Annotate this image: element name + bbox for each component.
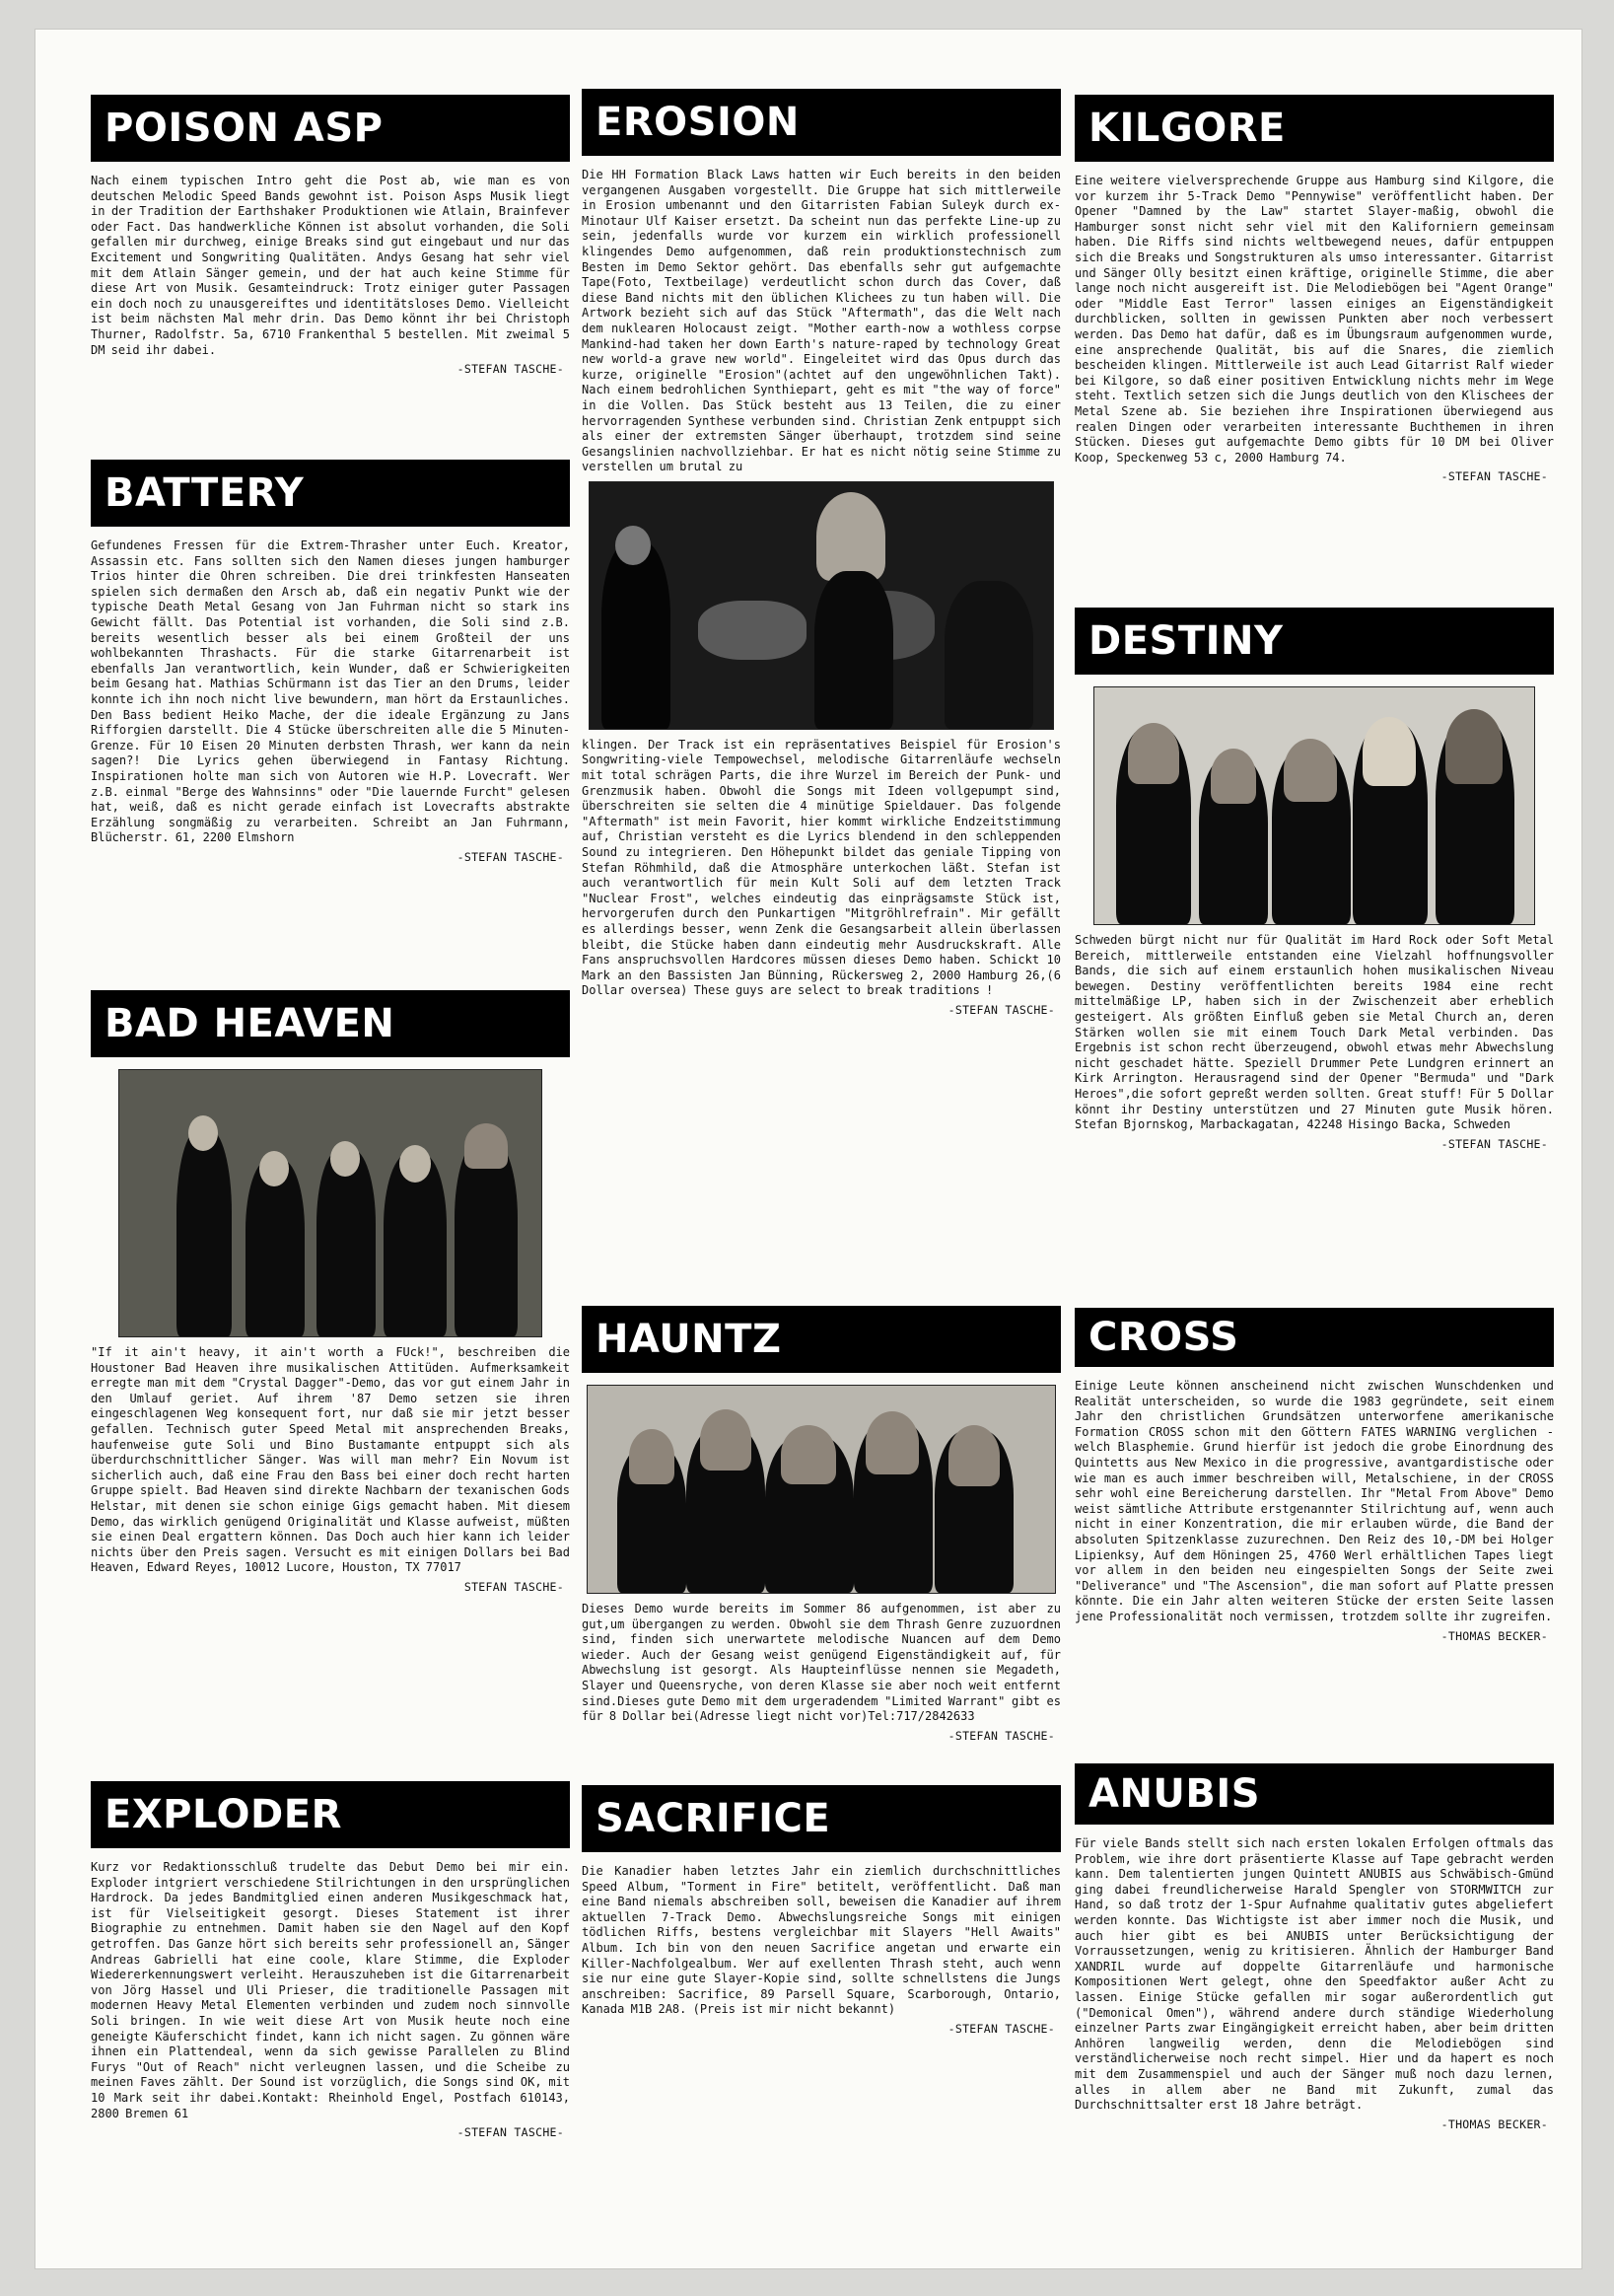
review-destiny — [1075, 608, 1554, 1151]
review-body-continued: klingen. Der Track ist ein repräsentatives Beispiel für Erosion's Songwriting-viele Tempowechsel, melodische Gitarrenläufe wechseln mit total schrägen Parts, die ihre Wurzel im Bereich der Punk- und Grenzmusik haben. Obwohl die Songs mit Ideen vollgepumpt sind, überschreiten sie selten die 4 minütige Spieldauer. Das folgende "Aftermath" ist mein Favorit, hier kommt wirkliche Endzeitstimmung auf, Christian versteht es die Lyrics blendend in den schleppenden Sound zu integrieren. Den Höhepunkt bildet das geniale Tipping von Stefan Röhmhild, daß die Atmosphäre unterkochen läßt. Stefan ist auch verantwortlich für mein Kult Soli auf dem letzten Track "Nuclear Frost", welches eindeutig das einprägsamste Stück ist, hervorgerufen durch den Punkartigen "Mitgröhlrefrain". Mir gefällt es allerdings besser, wenn Zenk die Gesangsarbeit allein überlassen bleibt, die Stücke haben dann eindeutig mehr Ausdruckskraft. Alle Fans anspruchsvollen Hardcores müssen dieses Demo haben. Schickt 10 Mark an den Bassisten Jan Bünning, Rückersweg 2, 2000 Hamburg 26,(6 Dollar oversea) These guys are select to break traditions ! — [582, 737, 1061, 998]
review-anubis — [1075, 1763, 1554, 2131]
review-body: Einige Leute können anscheinend nicht zwischen Wunschdenken und Realität unterscheiden, so wurde die 1983 gegründete, seit einem Jahr den christlichen Grundsätzen unterworfene amerikanische Formation CROSS schon mit den Göttern FATES WARNING verglichen - welch Blasphemie. Grund hierfür ist jedoch die grobe Einordnung des Quintetts aus New Mexico in die progressive, avantgardistische oder wie man es auch immer beschreiben will, Metalschiene, in der CROSS sehr wohl eine Bereicherung darstellen. Ihr "Metal From Above" Demo weist sämtliche Attribute erstgenannter Stilrichtung auf, wenn auch nicht in einer Konzentration, die mir erlauben würde, die Band der absoluten Spitzenklasse zuzurechnen. Den Reiz des 10,-DM bei Holger Lipienksy, Auf dem Höningen 25, 4760 Werl erhältlichen Tapes liegt vor allem in den beiden neu eingespielten Songs der Seite zwei "Deliverance" und "The Ascension", die man sofort auf Platte pressen könnte. Die ein Jahr alten weiteren Stücke der ersten Seite lassen jene Professionalität noch vermissen, trotzdem sollte ihr zugreifen. — [1075, 1379, 1554, 1623]
review-body: Kurz vor Redaktionsschluß trudelte das Debut Demo bei mir ein. Exploder intgriert verschiedene Stilrichtungen in den ursprünglichen Hardrock. Da jedes Bandmitglied einen anderen Musikgeschmack hat, ist für Vielseitigkeit gesorgt. Dieses Statement ist ihrer Biographie zu entnehmen. Damit haben sie den Nagel auf den Kopf getroffen. Das Ganze hört sich bereits sehr professionell an, Sänger Andreas Gabrielli hat eine coole, klare Stimme, die Exploder Wiedererkennungswert verleiht. Herauszuheben ist die Gitarrenarbeit von Jörg Hassel und Uli Prieser, die traditionelle Passagen mit modernen Heavy Metal Elementen verbinden und zudem noch sinnvolle Soli bringen. In wie weit diese Art von Musik heute noch eine geneigte Käuferschicht findet, kann ich nicht sagen. Zu gönnen wäre ihnen ein Plattendeal, wenn da sich gewisse Parallelen zu Blind Furys "Out of Reach" nicht verleugnen lassen, und die Scheibe zu meinen Faves zählt. Der Sound ist vorzüglich, die Songs sind OK, mit 10 Mark seit ihr dabei.Kontakt: Rheinhold Engel, Postfach 610143, 2800 Bremen 61 — [91, 1860, 570, 2120]
review-body: Eine weitere vielversprechende Gruppe aus Hamburg sind Kilgore, die vor kurzem ihr 5-Track Demo "Pennywise" veröffentlicht haben. Der Opener "Damned by the Law" startet Slayer-maßig, obwohl die Hamburger sonst nicht sehr viel mit den Kaliforniern gemeinsam haben. Die Riffs sind nichts weltbewegend neues, dafür entpuppen sich die Breaks und Songstrukturen als umso interessanter. Gitarrist und Sänger Olly besitzt einen kräftige, originelle Stimme, die aber lange noch nicht ausgereift ist. Die Melodiebögen bei "Agent Orange" oder "Middle East Terror" lassen einiges an Eigenständigkeit durchblicken, sollten in gewissen Punkten aber noch verbessert werden. Das Demo hat dafür, daß es im Übungsraum aufgenommen wurde, eine ansprechende Qualität, bis auf die Snares, die ziemlich bescheiden klingen. Mittlerweile ist auch Lead Gitarrist Ralf wieder bei Kilgore, so daß einer positiven Entwicklung nichts mehr im Wege steht. Textlich setzen sich die Jungs deutlich von den Klischees der Metal Szene ab. Sie beziehen ihre Inspirationen überwiegend aus realen Dingen oder verarbeiten interessante Buchthemen in ihren Stücken. Dieses gut aufgemachte Demo gibts für 10 DM bei Oliver Koop, Speckenweg 53 c, 2000 Hamburg 74. — [1075, 174, 1554, 465]
review-body: Dieses Demo wurde bereits im Sommer 86 aufgenommen, ist aber zu gut,um übergangen zu werden. Obwohl sie dem Thrash Genre zuzuordnen sind, finden sich unerwartete melodische Nuancen auf dem Demo wieder. Auch der Gesang weist genügend Eigenständigkeit auf, für Abwechslung ist gesorgt. Als Haupteinflüsse nennen sie Megadeth, Slayer und Queensryche, von deren Klasse sie aber noch weit entfernt sind.Dieses gute Demo mit dem urgeradendem "Limited Warrant" gibt es für 8 Dollar bei(Adresse liegt nicht vor)Tel:717/2842633 — [582, 1602, 1061, 1724]
review-signature: -STEFAN TASCHE- — [947, 1728, 1055, 1743]
review-signature: -STEFAN TASCHE- — [947, 2021, 1055, 2036]
review-signature: -THOMAS BECKER- — [1440, 2117, 1548, 2131]
review-title: EROSION — [582, 89, 1061, 156]
review-body: Gefundenes Fressen für die Extrem-Thrasher unter Euch. Kreator, Assassin etc. Fans sollten sich den Namen dieses jungen hamburger Trios hinter die Ohren schreiben. Die drei trinkfesten Hanseaten spielen sich dermaßen den Arsch ab, daß ein negativ Punkt wie der typische Death Metal Gesang von Jan Fuhrman nicht so stark ins Gewicht fällt. Das Potential ist vorhanden, die Soli sind z.B. bereits wesentlich besser als bei einem Großteil der uns wohlbekannten Thrashacts. Für die starke Gitarrenarbeit ist ebenfalls Jan verantwortlich, kein Wunder, daß er Schwierigkeiten beim Gesang hat. Mathias Schürmann ist das Tier an den Drums, leider konnte ich ihn noch nicht live bewundern, man hört da Erstaunliches. Den Bass bedient Heiko Mache, der die ideale Ergänzung zu Jans Rifforgien darstellt. Die 4 Stücke überschreiten alle die 5 Minuten-Grenze. Für 10 Eisen 20 Minuten derbsten Thrash, wer kann da nein sagen?! Die Lyrics gehen überwiegend in Fantasy Richtung. Inspirationen holte man sich von Autoren wie H.P. Lovecraft. Wer z.B. einmal "Berge des Wahnsinns" oder "Die lauernde Furcht" gelesen hat, weiß, daß es nicht gerade einfach ist Lovecrafts abstrakte Erzählung songmäßig zu verarbeiten. Schreibt an Jan Fuhrmann, Blücherstr. 61, 2200 Elmshorn — [91, 538, 570, 845]
magazine-page — [35, 30, 1581, 2268]
review-signature: STEFAN TASCHE- — [463, 1579, 564, 1594]
review-signature: -STEFAN TASCHE- — [456, 849, 564, 864]
review-body: Nach einem typischen Intro geht die Post ab, wie man es von deutschen Melodic Speed Bands gewohnt ist. Poison Asps Musik liegt in der Tradition der Earthshaker Produktionen wie Atlain, Brainfever oder Fact. Das handwerkliche Können ist absolut vorhanden, die Soli gefallen mir durchweg, einige Breaks sind gut eingebaut und nur das Excitement und Songwriting Qualitäten. Andys Gesang hat sehr viel mit dem Atlain Sänger gemein, und der hat auch keine Stimme für diese Art von Musik. Gesamteindruck: Trotz einiger guter Passagen ein doch noch zu unausgereiftes und identitätsloses Demo. Vielleicht ist beim nächsten Mal mehr drin. Das Demo könnt ihr bei Christoph Thurner, Radolfstr. 5a, 6710 Frankenthal 5 bestellen. Mit zweimal 5 DM seid ihr dabei. — [91, 174, 570, 357]
review-title: POISON ASP — [91, 95, 570, 162]
review-signature: -STEFAN TASCHE- — [1440, 469, 1548, 484]
review-kilgore — [1075, 95, 1554, 483]
review-body: "If it ain't heavy, it ain't worth a FUck!", beschreiben die Houstoner Bad Heaven ihre musikalischen Attitüden. Aufmerksamkeit erregte man mit dem "Crystal Dagger"-Demo, das vor gut einem Jahr in den Umlauf geriet. Auf ihrem '87 Demo setzen sie ihren eingeschlagenen Weg konsequent fort, nur daß sie mir jetzt besser gefallen. Technisch guter Speed Metal mit ansprechenden Breaks, haufenweise gute Soli und Bino Bustamante entpuppt sich als überdurchschnittlicher Sänger. Was will man mehr? Ein Novum ist sicherlich auch, daß eine Frau den Bass bei einer doch recht harten Gruppe spielt. Bad Heaven sind direkte Nachbarn der texanischen Gods Helstar, mit denen sie schon einige Gigs gemacht haben. Mit diesem Demo, das wirklich genügend Originalität und Klasse aufweist, müßten sie einen Deal ergattern können. Das Doch auch hier kann ich leider nichts über den Preis sagen. Versucht es mit einigen Dollars bei Bad Heaven, Edward Reyes, 10012 Lucore, Houston, TX 77017 — [91, 1345, 570, 1575]
review-title: SACRIFICE — [582, 1785, 1061, 1852]
review-title: BAD HEAVEN — [91, 990, 570, 1057]
review-signature: -THOMAS BECKER- — [1440, 1628, 1548, 1643]
review-erosion — [582, 89, 1061, 1017]
review-exploder — [91, 1781, 570, 2139]
review-body: Die Kanadier haben letztes Jahr ein ziemlich durchschnittliches Speed Album, "Torment in Fire" betitelt, veröffentlicht. Daß man eine Band niemals abschreiben soll, beweisen die Kanadier auf ihrem aktuellen 7-Track Demo. Abwechslungsreiche Songs mit einigen tödlichen Riffs, bestens vergleichbar mit Slayers "Hell Awaits" Album. Ich bin von den neuen Sacrifice angetan und erwarte ein Killer-Nachfolgealbum. Wer auf exellenten Thrash steht, auch wenn sie nur eine gute Slayer-Kopie sind, sollte schnellstens die Jungs anschreiben: Sacrifice, 89 Parsell Square, Scarborough, Ontario, Kanada M1B 2A8. (Preis ist mir nicht bekannt) — [582, 1864, 1061, 2017]
band-live-photo — [589, 481, 1054, 730]
review-title: EXPLODER — [91, 1781, 570, 1848]
review-title: CROSS — [1075, 1308, 1554, 1367]
review-hauntz — [582, 1306, 1061, 1743]
review-title: KILGORE — [1075, 95, 1554, 162]
review-cross — [1075, 1308, 1554, 1643]
band-photo — [1093, 686, 1535, 925]
review-body: Für viele Bands stellt sich nach ersten lokalen Erfolgen oftmals das Problem, wie ihre dort präsentierte Klasse auf Tape gebracht werden kann. Dem talentierten jungen Quintett ANUBIS aus Schwäbisch-Gmünd ging dabei freundlicherweise Harald Spengler von STORMWITCH zur Hand, so daß trotz der 1-Spur Aufnahme qualitativ gutes abgeliefert werden konnte. Das Wichtigste ist aber immer noch die Musik, und auch hier gibt es bei ANUBIS unter Berücksichtigung der Vorraussetzungen, wenig zu kritisieren. Ähnlich der Hamburger Band XANDRIL wurde auf doppelte Gitarrenläufe und harmonische Kompositionen Wert gelegt, ohne den Speedfaktor außer Acht zu lassen. Einige Stücke gefallen mir sogar außerordentlich gut ("Demonical Omen"), während andere durch ständige Wiederholung einzelner Parts zwar Eingängigkeit erreicht haben, aber beim dritten Anhören langweilig werden, denn die Melodiebögen sind verständlicherweise noch recht simpel. Hier und da hapert es noch mit dem Zusammenspiel und auch der Sänger muß noch dazu lernen, alles in allem aber ne Band mit Zukunft, zumal das Durchschnittsalter erst 18 Jahre beträgt. — [1075, 1836, 1554, 2113]
review-battery — [91, 460, 570, 864]
review-title: HAUNTZ — [582, 1306, 1061, 1373]
band-photo — [587, 1385, 1056, 1594]
review-poison-asp — [91, 95, 570, 376]
review-signature: -STEFAN TASCHE- — [456, 2125, 564, 2140]
review-title: ANUBIS — [1075, 1763, 1554, 1825]
review-signature: -STEFAN TASCHE- — [947, 1002, 1055, 1017]
review-title: DESTINY — [1075, 608, 1554, 675]
review-body: Schweden bürgt nicht nur für Qualität im Hard Rock oder Soft Metal Bereich, mittlerweile entstanden eine Vielzahl hoffnungsvoller Bands, die sich auf einem erstaunlich hohen musikalischen Niveau bewegen. Destiny veröffentlichten bereits 1984 eine recht mittelmäßige LP, haben sich in der Zwischenzeit aber erheblich gesteigert. Als größten Einfluß geben sie Metal Church an, deren Stärken wollen sie mit einem Touch Dark Metal verbinden. Das Ergebnis ist schon recht überzeugend, obwohl etwas mehr Abwechslung nicht geschadet hätte. Speziell Drummer Pete Lundgren erinnert an Kirk Arrington. Herausragend sind der Opener "Bermuda" und "Dark Heroes",die sofort gepreßt werden sollten. Great stuff! Für 5 Dollar könnt ihr Destiny unterstützen und 27 Minuten gute Musik hören. Stefan Bjornskog, Marbackagatan, 42248 Hisingo Backa, Schweden — [1075, 933, 1554, 1132]
review-title: BATTERY — [91, 460, 570, 527]
review-signature: -STEFAN TASCHE- — [1440, 1136, 1548, 1151]
review-signature: -STEFAN TASCHE- — [456, 362, 564, 377]
review-bad-heaven — [91, 990, 570, 1594]
band-photo — [118, 1069, 542, 1337]
review-body: Die HH Formation Black Laws hatten wir Euch bereits in den beiden vergangenen Ausgaben vorgestellt. Die Gruppe hat sich mittlerweile in Erosion umbenannt und den Gitarristen Fabian Suleyk durch ex-Minotaur Ulf Kaiser ersetzt. Da scheint nun das perfekte Line-up zu sein, jedenfalls wurde vor kurzem ein wirklich professionell klingendes Demo aufgenommen, daß rein produktionstechnisch zum Besten im Demo Sektor gehört. Das ebenfalls sehr gut aufgemachte Tape(Foto, Textbeilage) verdeutlicht schon durch das Cover, daß diese Band nichts mit den üblichen Klichees zu tun haben will. Die Artwork bezieht sich auf das Stück "Aftermath", das die Welt nach dem nuklearen Holocaust zeigt. "Mother earth-now a wothless corpse Mankind-had taken her down Earth's nature-raped by technology Great new world-a grave new world". Eingeleitet wird das Opus durch das kurze, originelle "Erosion"(achtet auf den ungewöhnlichen Takt). Nach einem bedrohlichen Synthiepart, geht es mit "the way of force" in die Vollen. Das Stück besteht aus 13 Teilen, die zu einer hervorragenden Synthese verbunden sind. Christian Zenk entpuppt sich als einer der extremsten Sänger überhaupt, trotzdem sind seine Gesangslinien nachvollziehbar. Er hat es nicht nötig seine Stimme zu verstellen um brutal zu — [582, 168, 1061, 474]
review-sacrifice — [582, 1785, 1061, 2036]
